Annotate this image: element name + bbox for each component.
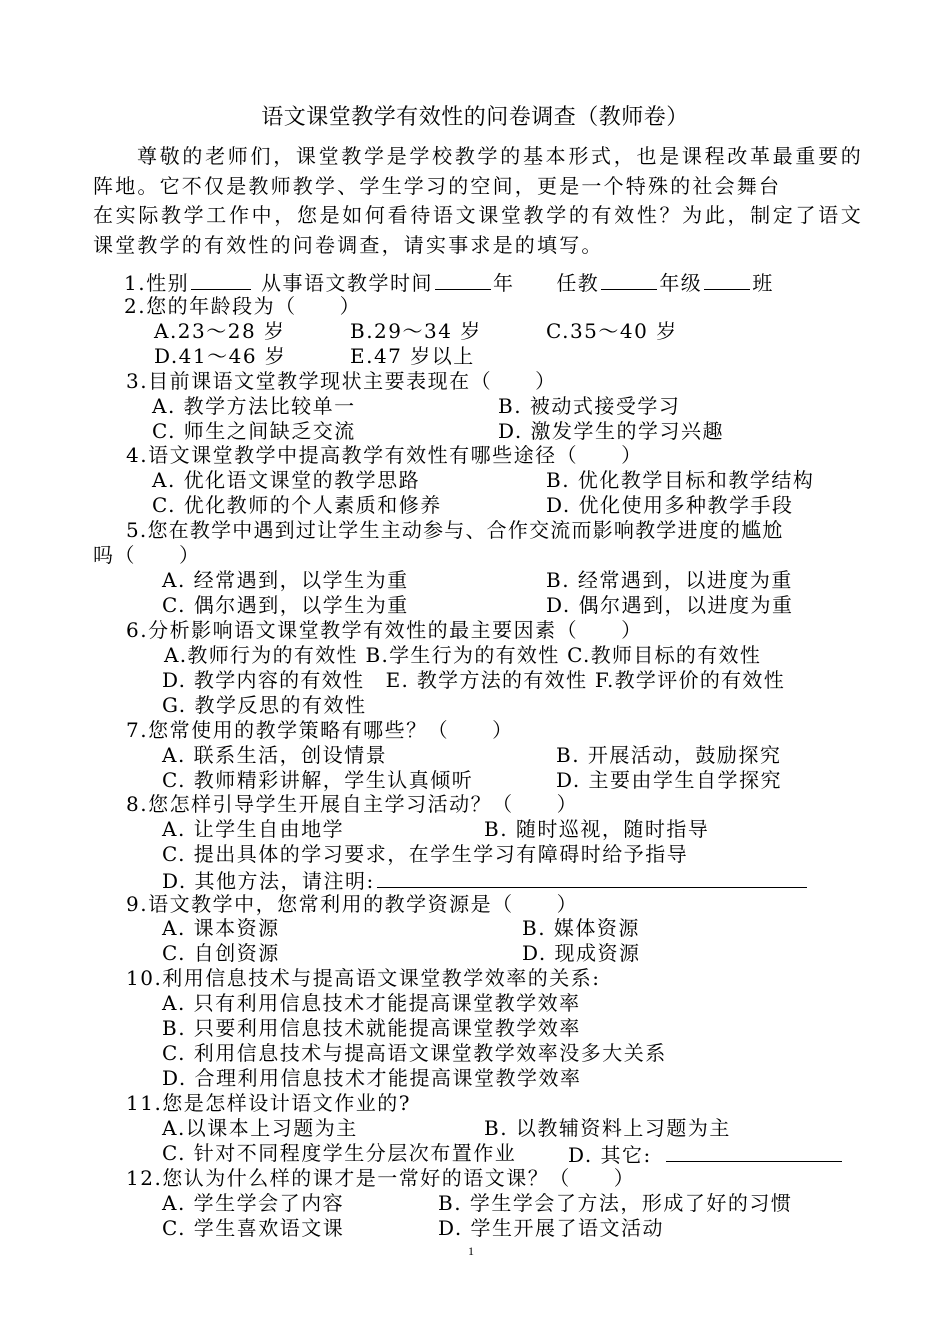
q9-option-c[interactable]: C. 自创资源 — [162, 941, 280, 965]
q1-years-blank[interactable] — [435, 269, 491, 290]
q10-option-d[interactable]: D. 合理利用信息技术才能提高课堂教学效率 — [162, 1066, 582, 1090]
q8-option-a[interactable]: A. 让学生自由地学 — [162, 817, 345, 841]
q1-years-label: 从事语文教学时间 — [260, 271, 433, 295]
q8-option-b[interactable]: B. 随时巡视，随时指导 — [484, 817, 710, 841]
q8-option-d-label: D. 其他方法，请注明: — [162, 869, 375, 893]
q1-gender-label: 性别 — [146, 271, 190, 295]
q5-option-d[interactable]: D. 偶尔遇到，以进度为重 — [546, 593, 794, 617]
q7-option-c[interactable]: C. 教师精彩讲解，学生认真倾听 — [162, 768, 474, 792]
q1-teach-label: 任教 — [556, 271, 600, 295]
q11-option-b[interactable]: B. 以教辅资料上习题为主 — [484, 1116, 731, 1140]
q4-option-c[interactable]: C. 优化教师的个人素质和修养 — [152, 493, 442, 517]
question-8: 8.您怎样引导学生开展自主学习活动？（ ） — [126, 792, 579, 816]
q6-option-g[interactable]: G. 教学反思的有效性 — [162, 693, 367, 717]
q8-option-d[interactable] — [162, 867, 809, 894]
q5-option-c[interactable]: C. 偶尔遇到，以学生为重 — [162, 593, 409, 617]
q11-option-a[interactable]: A.以课本上习题为主 — [162, 1116, 358, 1140]
q7-option-d[interactable]: D. 主要由学生自学探究 — [556, 768, 783, 792]
page-title: 语文课堂教学有效性的问卷调查（教师卷） — [261, 105, 689, 130]
question-7: 7.您常使用的教学策略有哪些？（ ） — [126, 718, 514, 742]
q2-option-d[interactable]: D.41～46 岁 — [154, 344, 287, 368]
q11-other-blank[interactable] — [666, 1141, 842, 1162]
question-12: 12.您认为什么样的课才是一常好的语文课？（ ） — [126, 1166, 636, 1190]
q11-option-d[interactable] — [568, 1141, 844, 1168]
question-4: 4.语文课堂教学中提高教学有效性有哪些途径（ ） — [126, 443, 643, 467]
q4-option-a[interactable]: A. 优化语文课堂的教学思路 — [152, 468, 421, 492]
q8-other-blank[interactable] — [377, 867, 807, 888]
q9-option-b[interactable]: B. 媒体资源 — [522, 916, 640, 940]
q5-option-b[interactable]: B. 经常遇到，以进度为重 — [546, 568, 793, 592]
question-5: 5.您在教学中遇到过让学生主动参与、合作交流而影响教学进度的尴尬 — [126, 518, 784, 542]
q2-option-b[interactable]: B.29～34 岁 — [350, 319, 482, 343]
q3-option-c[interactable]: C. 师生之间缺乏交流 — [152, 419, 356, 443]
intro-paragraph — [93, 142, 863, 260]
q12-option-d[interactable]: D. 学生开展了语文活动 — [438, 1216, 665, 1240]
q7-option-a[interactable]: A. 联系生活，创设情景 — [162, 743, 388, 767]
question-11: 11.您是怎样设计语文作业的? — [126, 1091, 412, 1115]
q1-number: 1. — [124, 271, 147, 295]
q1-grade-blank[interactable] — [704, 269, 750, 290]
q1-year-unit: 年 — [492, 271, 515, 295]
q9-option-d[interactable]: D. 现成资源 — [522, 941, 641, 965]
q1-gender-blank[interactable] — [191, 269, 251, 290]
q4-option-d[interactable]: D. 优化使用多种教学手段 — [546, 493, 794, 517]
q1-grade-label: 年级 — [659, 271, 703, 295]
q9-option-a[interactable]: A. 课本资源 — [162, 916, 280, 940]
q2-option-c[interactable]: C.35～40 岁 — [546, 319, 678, 343]
q5-option-a[interactable]: A. 经常遇到，以学生为重 — [162, 568, 409, 592]
q12-option-a[interactable]: A. 学生学会了内容 — [162, 1191, 345, 1215]
q3-option-d[interactable]: D. 激发学生的学习兴趣 — [498, 419, 725, 443]
q8-option-c[interactable]: C. 提出具体的学习要求，在学生学习有障碍时给予指导 — [162, 842, 689, 866]
q2-option-a[interactable]: A.23～28 岁 — [154, 319, 286, 343]
q3-option-b[interactable]: B. 被动式接受学习 — [498, 394, 681, 418]
intro-text-1: 尊敬的老师们，课堂教学是学校教学的基本形式，也是课程改革最重要的阵地。它不仅是教师教学、学生学习的空间，更是一个特殊的社会舞台 — [93, 144, 863, 198]
question-5-cont: 吗（ ） — [93, 543, 201, 567]
q12-option-b[interactable]: B. 学生学会了方法，形成了好的习惯 — [438, 1191, 793, 1215]
question-6: 6.分析影响语文课堂教学有效性的最主要因素（ ） — [126, 618, 643, 642]
q11-option-d-label: D. 其它: — [568, 1143, 652, 1167]
question-3: 3.目前课语文堂教学现状主要表现在（ ） — [126, 369, 557, 393]
q6-options-row2[interactable]: D. 教学内容的有效性 E. 教学方法的有效性 F.教学评价的有效性 — [162, 668, 786, 692]
intro-text-2: 在实际教学工作中，您是如何看待语文课堂教学的有效性？为此，制定了语文课堂教学的有效性的问卷调查，请实事求是的填写。 — [93, 203, 863, 257]
q12-option-c[interactable]: C. 学生喜欢语文课 — [162, 1216, 345, 1240]
q11-option-c[interactable]: C. 针对不同程度学生分层次布置作业 — [162, 1141, 517, 1165]
q3-option-a[interactable]: A. 教学方法比较单一 — [152, 394, 356, 418]
question-1 — [124, 269, 774, 296]
q7-option-b[interactable]: B. 开展活动，鼓励探究 — [556, 743, 782, 767]
q10-option-a[interactable]: A. 只有利用信息技术才能提高课堂教学效率 — [162, 991, 581, 1015]
q4-option-b[interactable]: B. 优化教学目标和教学结构 — [546, 468, 815, 492]
question-10: 10.利用信息技术与提高语文课堂教学效率的关系: — [126, 966, 601, 990]
q2-option-e[interactable]: E.47 岁以上 — [350, 344, 475, 368]
q10-option-b[interactable]: B. 只要利用信息技术就能提高课堂教学效率 — [162, 1016, 581, 1040]
question-2: 2.您的年龄段为（ ） — [124, 294, 362, 318]
q1-class-label: 班 — [752, 271, 774, 295]
question-9: 9.语文教学中，您常利用的教学资源是（ ） — [126, 892, 579, 916]
page-number: 1 — [468, 1244, 474, 1258]
q10-option-c[interactable]: C. 利用信息技术与提高语文课堂教学效率没多大关系 — [162, 1041, 667, 1065]
q6-options-row1[interactable]: A.教师行为的有效性 B.学生行为的有效性 C.教师目标的有效性 — [164, 643, 762, 667]
q1-teach-blank[interactable] — [601, 269, 657, 290]
